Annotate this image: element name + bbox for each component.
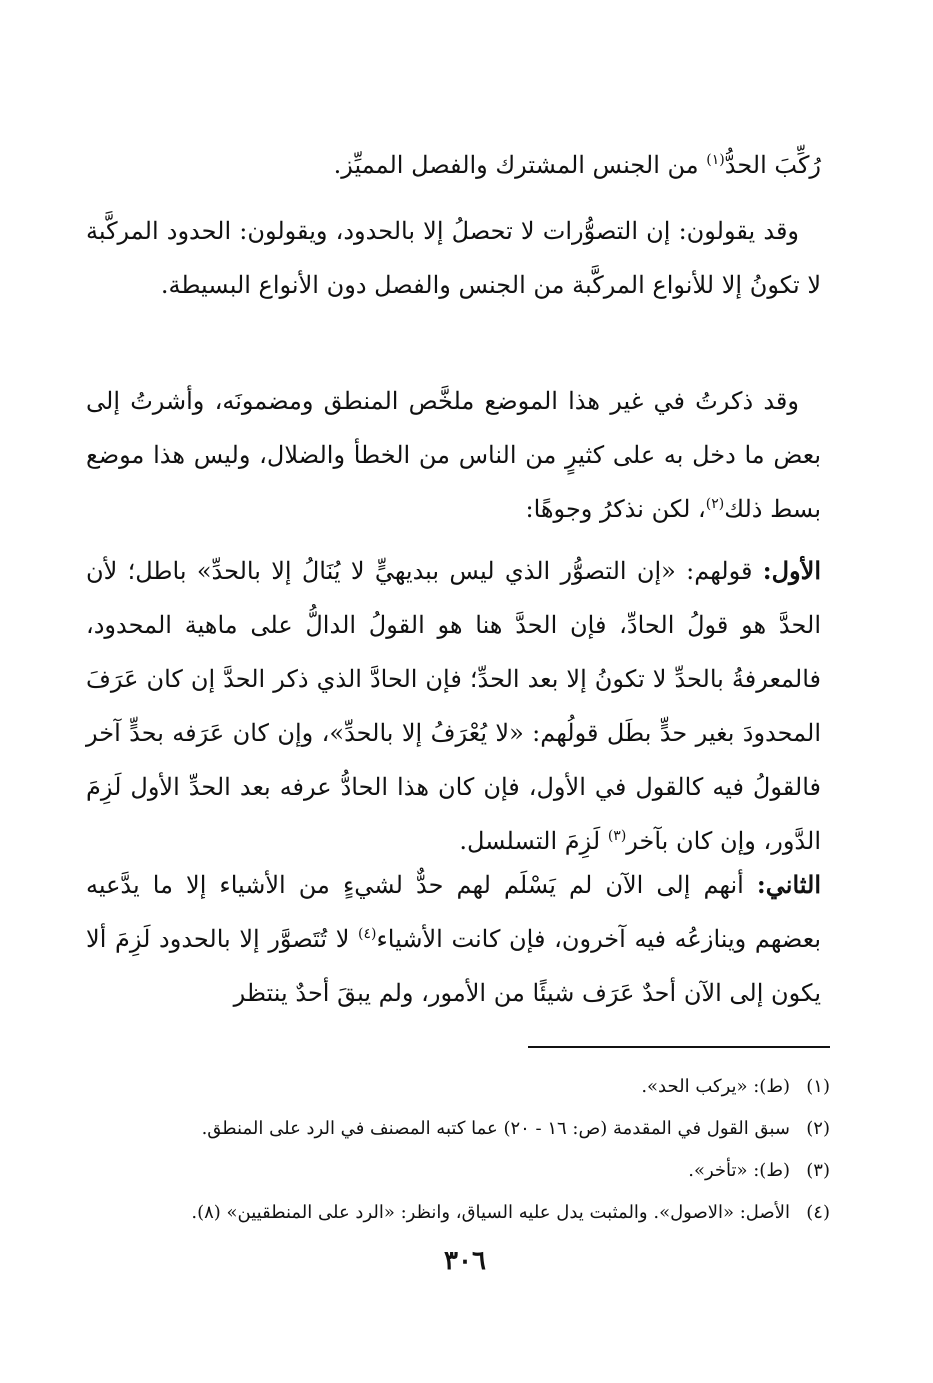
footnote-text: سبق القول في المقدمة (ص: ١٦ - ٢٠) عما كتبه المصنف في الرد على المنطق. bbox=[201, 1118, 790, 1139]
footnote-text: (ط): «تأخر». bbox=[688, 1160, 790, 1181]
second-point-text-start: أنهم إلى الآن لم يَسْلَم لهم حدٌّ لشيءٍ من الأشياء إلا ما يدَّعيه بعضهم وينازعُه فيه آخرون، فإن كانت الأشياء bbox=[86, 871, 822, 953]
paragraph-2 bbox=[86, 204, 821, 312]
paragraph-1 bbox=[86, 138, 821, 192]
second-point-heading: الثاني: bbox=[756, 870, 821, 899]
footnote-4 bbox=[100, 1192, 830, 1234]
first-point-text-end: لَزِمَ التسلسل. bbox=[459, 827, 608, 855]
paragraph-second-point bbox=[86, 858, 821, 1020]
footnote-text: (ط): «يركب الحد». bbox=[641, 1076, 790, 1097]
page-number: ٣٠٦ bbox=[444, 1246, 486, 1276]
footnote-number: (١) bbox=[806, 1076, 830, 1097]
paragraph-1-text-end: من الجنس المشترك والفصل المميِّز. bbox=[333, 151, 707, 179]
footnote-ref-2[interactable]: (٢) bbox=[705, 496, 725, 512]
paragraph-3 bbox=[86, 374, 821, 536]
footnote-number: (٣) bbox=[806, 1160, 830, 1181]
paragraph-first-point bbox=[86, 544, 821, 868]
paragraph-1-text-start: رُكِّبَ الحدُّ bbox=[724, 151, 821, 179]
paragraph-2-text: وقد يقولون: إن التصوُّرات لا تحصلُ إلا بالحدود، ويقولون: الحدود المركَّبة لا تكونُ إلا للأنواع المركَّبة من الجنس والفصل دون الأنواع البسيطة. bbox=[86, 217, 821, 299]
paragraph-3-text-start: وقد ذكرتُ في غير هذا الموضع ملخَّص المنطق ومضمونَه، وأشرتُ إلى بعض ما دخل به على كثيرٍ من الناس من الخطأ والضلال، وليس هذا موضع بسط ذلك bbox=[86, 387, 821, 523]
footnote-number: (٤) bbox=[806, 1202, 830, 1223]
first-point-text-start: قولهم: «إن التصوُّر الذي ليس ببديهيٍّ لا يُنَالُ إلا بالحدِّ» باطل؛ لأن الحدَّ هو قولُ الحادِّ، فإن الحدَّ هنا هو القولُ الدالُّ على ماهية المحدود، فالمعرفةُ بالحدِّ لا تكونُ إلا بعد الحدِّ؛ فإن الحادَّ الذي ذكر الحدَّ إن كان عَرَفَ المحدودَ بغير حدٍّ بطَل قولُهم: «لا يُعْرَفُ إلا بالحدِّ»، وإن كان عَرَفه بحدٍّ آخر فالقولُ فيه كالقول في الأول، فإن كان هذا الحادُّ عرفه بعد الحدِّ الأول لَزِمَ الدَّور، وإن كان بآخر bbox=[86, 557, 821, 855]
second-point-text-end: لا تُتَصوَّر إلا بالحدود لَزِمَ ألا يكون إلى الآن أحدٌ عَرَف شيئًا من الأمور، ولم يبقَ أحدٌ ينتظر bbox=[86, 925, 821, 1007]
footnote-3 bbox=[100, 1150, 830, 1192]
footnote-2 bbox=[100, 1108, 830, 1150]
first-point-heading: الأول: bbox=[762, 556, 821, 585]
paragraph-3-text-end: ، لكن نذكرُ وجوهًا: bbox=[525, 495, 706, 523]
footnote-ref-4[interactable]: (٤) bbox=[358, 926, 377, 942]
footnote-ref-3[interactable]: (٣) bbox=[607, 828, 627, 844]
footnote-1 bbox=[100, 1066, 830, 1108]
footnote-ref-1[interactable]: (١) bbox=[706, 152, 725, 168]
footnote-separator bbox=[528, 1046, 830, 1048]
footnotes bbox=[100, 1066, 830, 1234]
footnote-number: (٢) bbox=[806, 1118, 830, 1139]
footnote-text: الأصل: «الاصول». والمثبت يدل عليه السياق، وانظر: «الرد على المنطقيين» (٨). bbox=[191, 1202, 790, 1223]
